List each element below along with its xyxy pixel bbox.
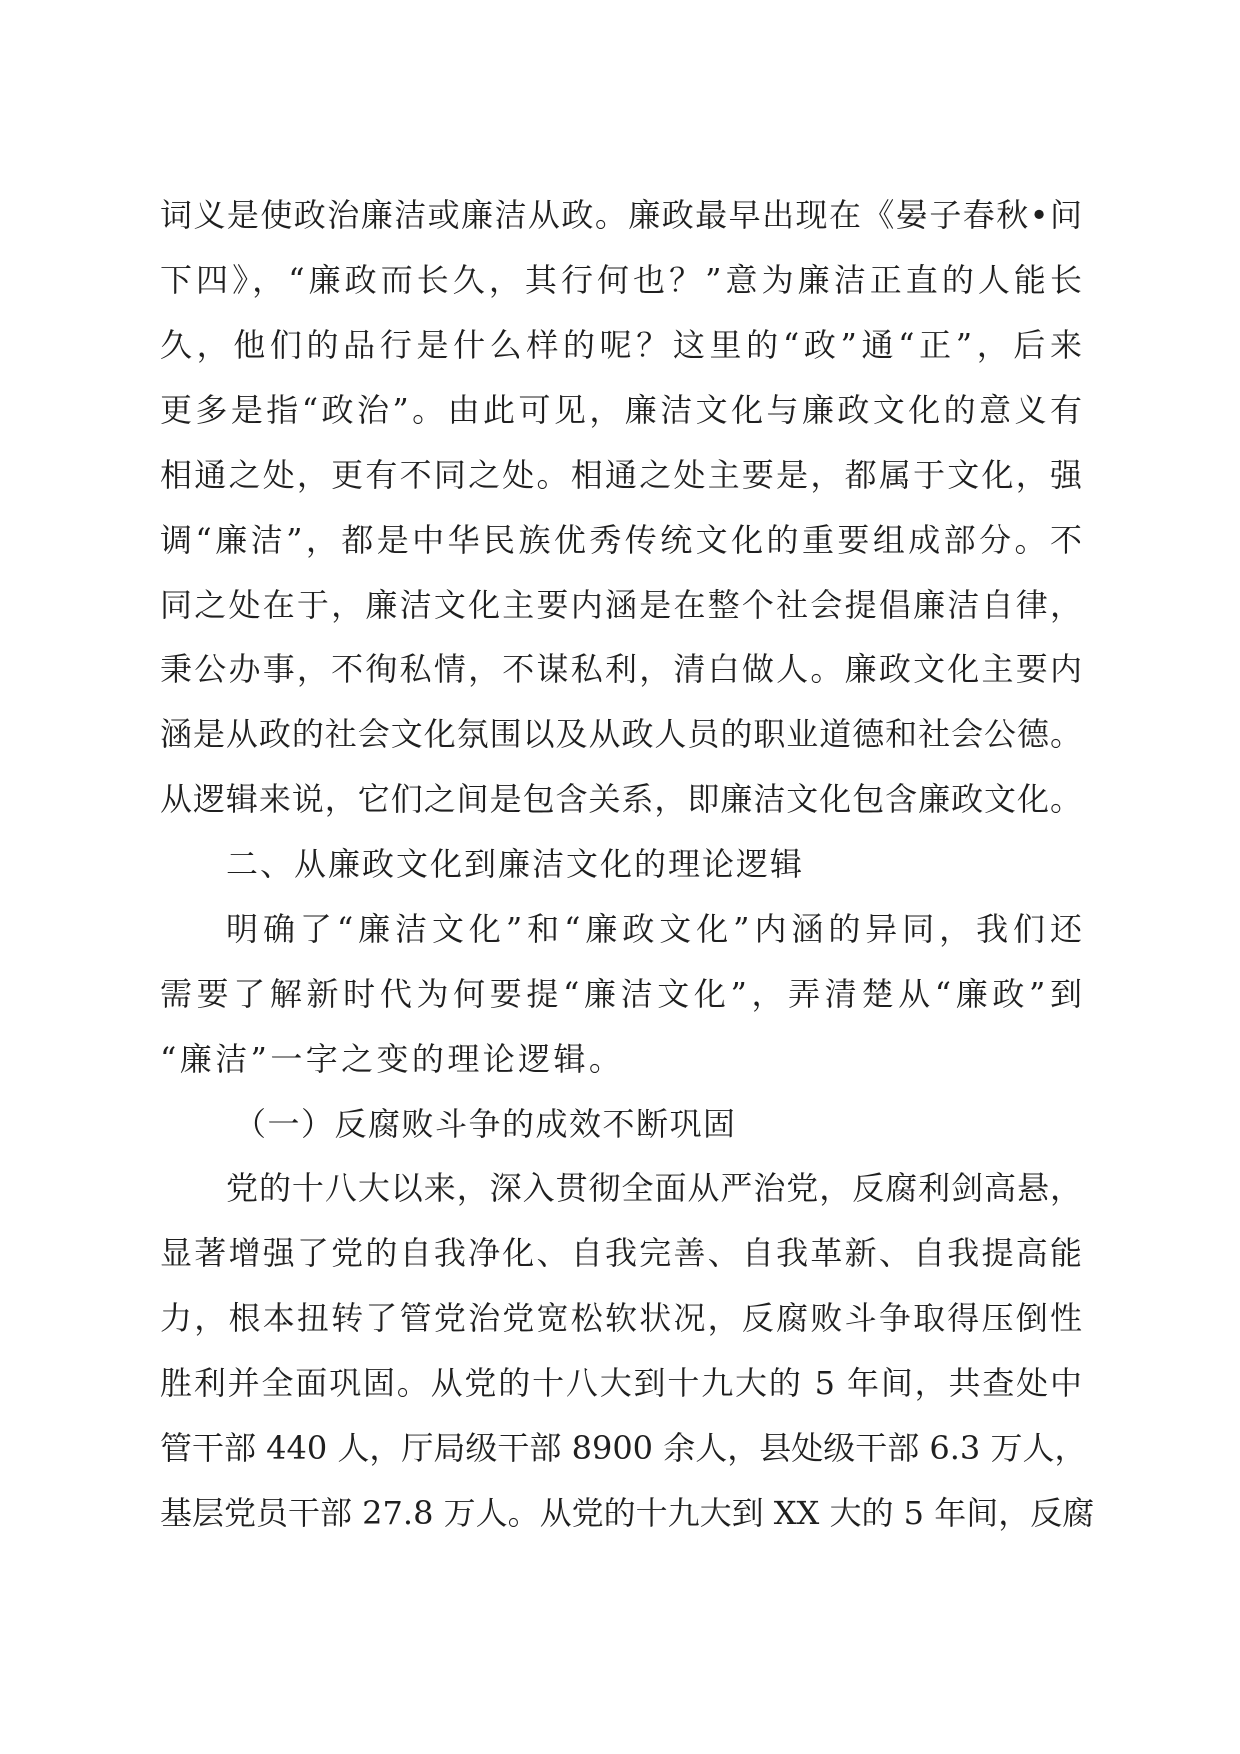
body-text-line: 涵是从政的社会文化氛围以及从政人员的职业道德和社会公德。 <box>160 715 1082 753</box>
body-text-line: 明确了“廉洁文化”和“廉政文化”内涵的异同，我们还 <box>226 910 1082 948</box>
body-text-line: 同之处在于，廉洁文化主要内涵是在整个社会提倡廉洁自律， <box>160 586 1082 624</box>
body-text-line: 词义是使政治廉洁或廉洁从政。廉政最早出现在《晏子春秋•问 <box>160 196 1082 234</box>
body-text-line: 从逻辑来说，它们之间是包含关系，即廉洁文化包含廉政文化。 <box>160 780 1082 818</box>
body-text-line: 胜利并全面巩固。从党的十八大到十九大的 5 年间，共查处中 <box>160 1364 1082 1402</box>
body-text-line: 相通之处，更有不同之处。相通之处主要是，都属于文化，强 <box>160 456 1082 494</box>
body-text-line: 久，他们的品行是什么样的呢？这里的“政”通“正”，后来 <box>160 326 1082 364</box>
body-text-line: 党的十八大以来，深入贯彻全面从严治党，反腐利剑高悬， <box>226 1169 1082 1207</box>
section-heading: 二、从廉政文化到廉洁文化的理论逻辑 <box>226 845 805 883</box>
body-text-line: 力，根本扭转了管党治党宽松软状况，反腐败斗争取得压倒性 <box>160 1299 1082 1337</box>
body-text-line: 秉公办事，不徇私情，不谋私利，清白做人。廉政文化主要内 <box>160 650 1082 688</box>
body-text-line: 显著增强了党的自我净化、自我完善、自我革新、自我提高能 <box>160 1234 1082 1272</box>
body-text-line: 需要了解新时代为何要提“廉洁文化”，弄清楚从“廉政”到 <box>160 975 1082 1013</box>
body-text-line: 下四》，“廉政而长久，其行何也？”意为廉洁正直的人能长 <box>160 261 1082 299</box>
subsection-heading: （一）反腐败斗争的成效不断巩固 <box>234 1105 737 1143</box>
body-text-line: 基层党员干部 27.8 万人。从党的十九大到 XX 大的 5 年间，反腐 <box>160 1494 1095 1532</box>
body-text-line: 调“廉洁”，都是中华民族优秀传统文化的重要组成部分。不 <box>160 521 1082 559</box>
body-text-line: 更多是指“政治”。由此可见，廉洁文化与廉政文化的意义有 <box>160 391 1082 429</box>
body-text-line: 管干部 440 人，厅局级干部 8900 余人，县处级干部 6.3 万人， <box>160 1429 1087 1467</box>
body-text-line: “廉洁”一字之变的理论逻辑。 <box>160 1040 625 1078</box>
